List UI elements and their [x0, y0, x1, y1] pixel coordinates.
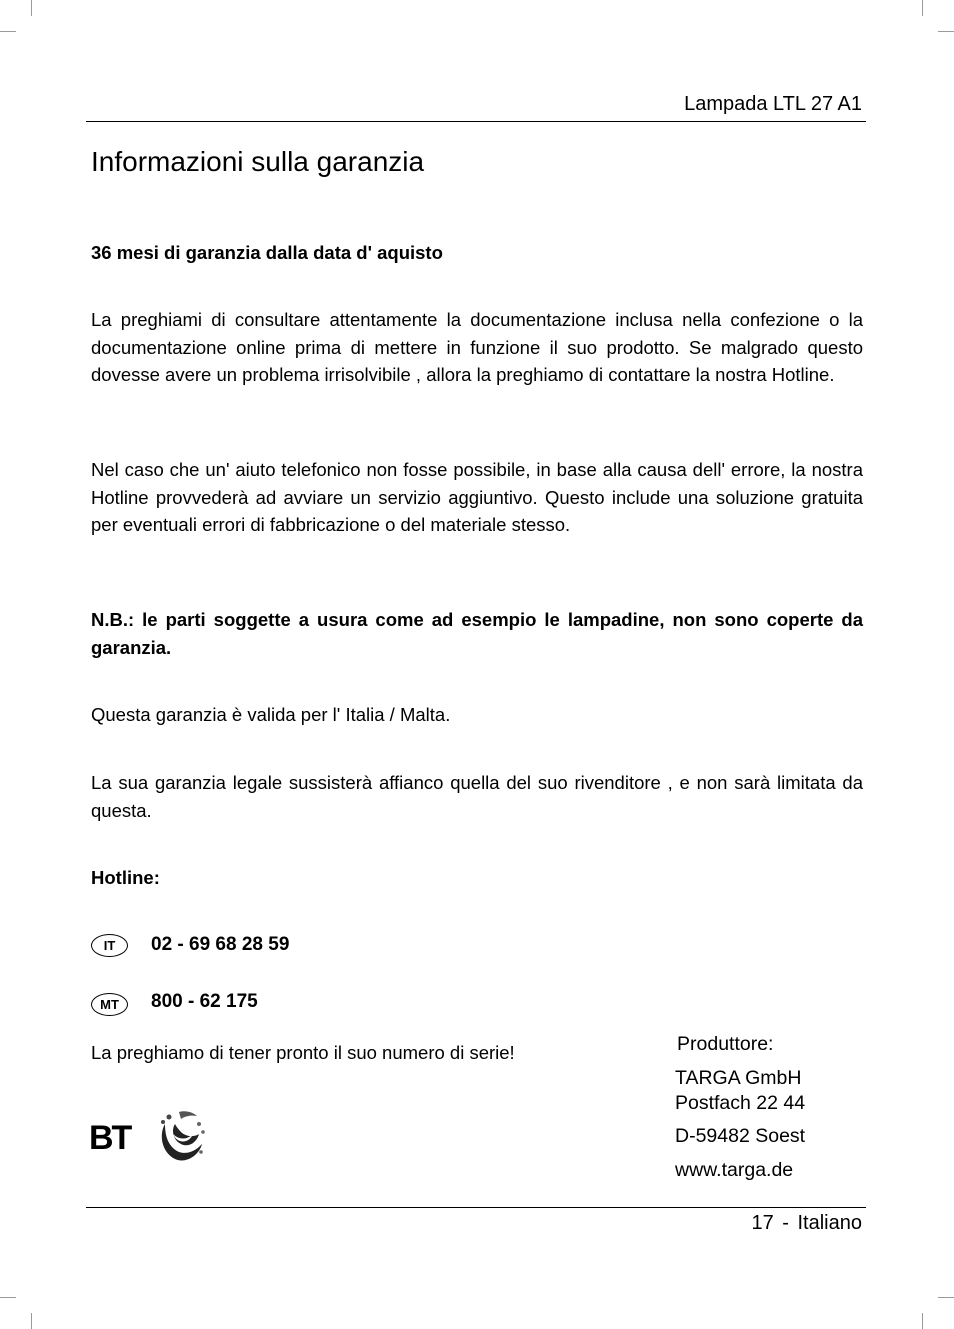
bt-logo — [89, 1104, 209, 1171]
crop-mark — [938, 1297, 954, 1298]
header-rule — [86, 121, 866, 122]
warranty-subtitle: 36 mesi di garanzia dalla data d' aquisto — [91, 242, 443, 263]
crop-mark — [922, 0, 923, 16]
page-number: 17 - Italiano — [751, 1212, 862, 1234]
svg-text:BT: BT — [89, 1119, 131, 1157]
warranty-validity: Questa garanzia è valida per l' Italia / Malta. — [91, 704, 451, 725]
crop-mark — [31, 0, 32, 16]
bt-piper-icon — [89, 1104, 209, 1166]
crop-mark — [0, 1297, 16, 1298]
hotline-number-it[interactable]: 02 - 69 68 28 59 — [151, 934, 290, 955]
country-badge-it: IT — [91, 934, 128, 957]
manufacturer-company: TARGA GmbH — [675, 1067, 802, 1089]
warranty-paragraph-1: La preghiami di consultare attentamente la documentazione inclusa nella confezione o la documentazione online prima di mettere in funzione il suo prodotto. Se malgrado questo dovesse avere un problema irrisolvibile , allora la preghiamo di contattare la nostra Hotline. — [91, 309, 863, 385]
crop-mark — [922, 1313, 923, 1329]
crop-mark — [31, 1313, 32, 1329]
crop-mark — [938, 31, 954, 32]
hotline-number-mt[interactable]: 800 - 62 175 — [151, 991, 258, 1012]
serial-number-note: La preghiamo di tener pronto il suo numero di serie! — [91, 1042, 515, 1063]
warranty-legal: La sua garanzia legale sussisterà affianco quella del suo rivenditore , e non sarà limitata da questa. — [91, 772, 863, 821]
warranty-paragraph-2: Nel caso che un' aiuto telefonico non fosse possibile, in base alla causa dell' errore, la nostra Hotline provvederà ad avviare un servizio aggiuntivo. Questo include una soluzione gratuita per eventuali errori di fabbricazione o del materiale stesso. — [91, 459, 863, 535]
page-heading: Informazioni sulla garanzia — [91, 146, 425, 177]
crop-mark — [0, 31, 16, 32]
manufacturer-city: D-59482 Soest — [675, 1125, 806, 1147]
country-badge-mt: MT — [91, 993, 128, 1016]
manufacturer-postbox: Postfach 22 44 — [675, 1092, 806, 1114]
manufacturer-website[interactable]: www.targa.de — [675, 1159, 794, 1181]
footer-rule — [86, 1207, 866, 1208]
hotline-label: Hotline: — [91, 867, 160, 888]
warranty-note: N.B.: le parti soggette a usura come ad esempio le lampadine, non sono coperte da garanzia. — [91, 609, 863, 658]
header-title: Lampada LTL 27 A1 — [684, 93, 862, 115]
manufacturer-label: Produttore: — [677, 1033, 774, 1055]
